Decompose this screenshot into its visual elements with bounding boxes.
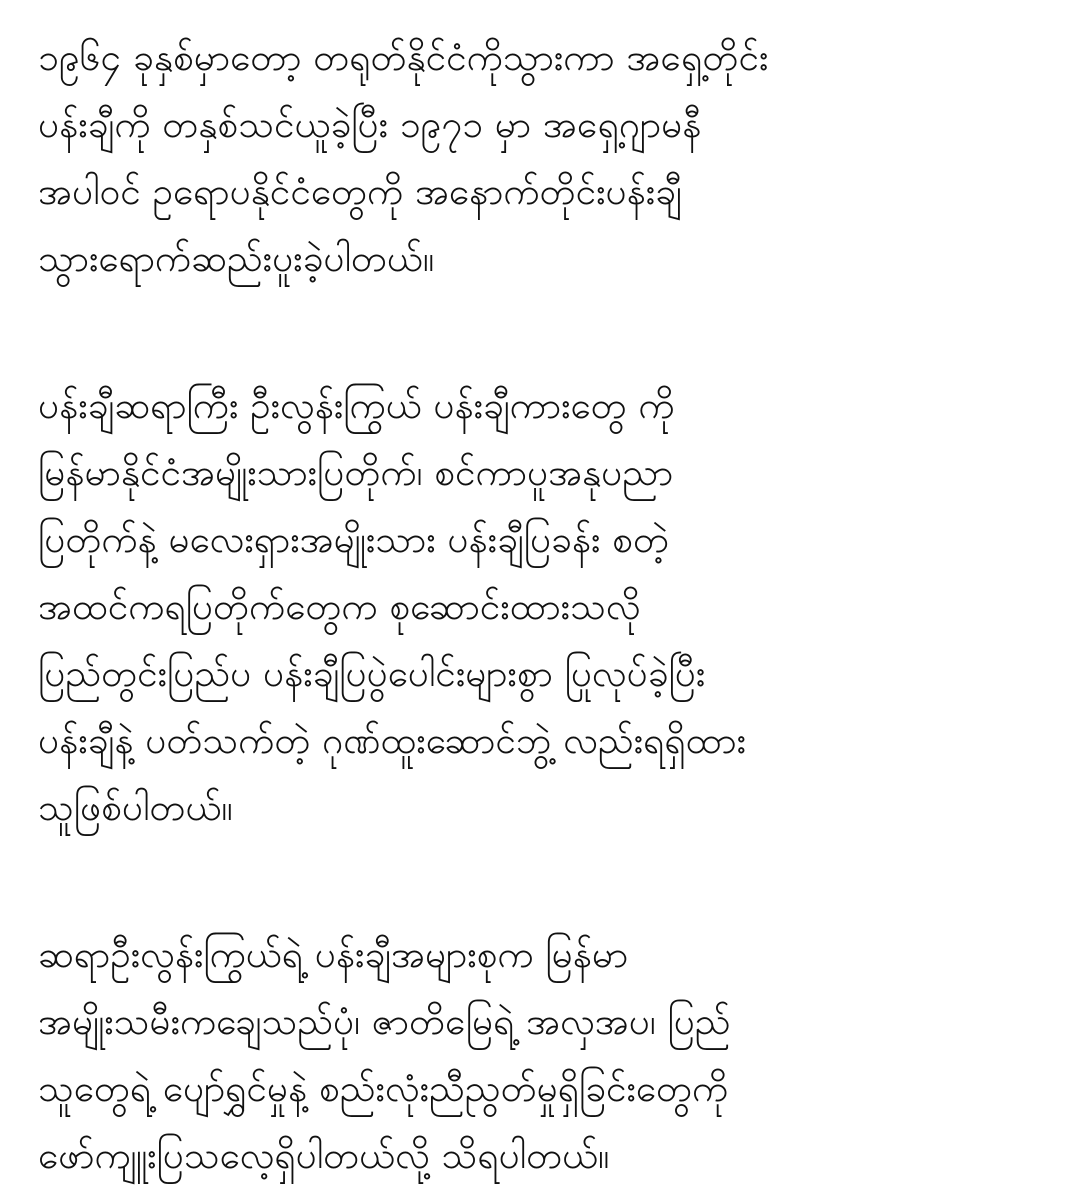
text-line: သူတွေရဲ့ ပျော်ရွှင်မှုနဲ့ စည်းလုံးညီညွတ်မှုရှိခြင်းတွေကို — [38, 1067, 729, 1110]
paragraph-3 — [38, 921, 1048, 1189]
paragraph-1 — [38, 24, 1048, 292]
text-line: ၁၉၆၄ ခုနှစ်မှာတော့ တရုတ်နိုင်ငံကိုသွားကာ အရှေ့တိုင်း — [38, 36, 769, 79]
text-line: ဆရာဦးလွန်းကြွယ်ရဲ့ ပန်းချီအများစုက မြန်မာ — [38, 933, 629, 976]
text-line: အမျိုးသမီးကချေသည်ပုံ၊ ဇာတိမြေရဲ့ အလှအပ၊ ပြည် — [38, 1000, 731, 1043]
text-line: မြန်မာနိုင်ငံအမျိုးသားပြတိုက်၊ စင်ကာပူအနုပညာ — [38, 451, 674, 494]
text-line: ပန်းချီနဲ့ ပတ်သက်တဲ့ ဂုဏ်ထူးဆောင်ဘွဲ့ လည်းရရှိထား — [38, 719, 746, 762]
paragraph-gap — [38, 292, 1048, 372]
text-line: သွားရောက်ဆည်းပူးခဲ့ပါတယ်။ — [38, 237, 435, 280]
text-line: ဖော်ကျူးပြသလေ့ရှိပါတယ်လို့ သိရပါတယ်။ — [38, 1134, 610, 1177]
text-line: ပန်းချီကို တနှစ်သင်ယူခဲ့ပြီး ၁၉၇၁ မှာ အရှေ့ဂျာမနီ — [38, 103, 702, 146]
text-line: အထင်ကရပြတိုက်တွေက စုဆောင်းထားသလို — [38, 585, 641, 628]
paragraph-gap — [38, 841, 1048, 921]
paragraph-2 — [38, 372, 1048, 841]
text-line: ပြည်တွင်းပြည်ပ ပန်းချီပြပွဲပေါင်းများစွာ ပြုလုပ်ခဲ့ပြီး — [38, 652, 706, 695]
article-text — [38, 24, 1048, 1177]
text-line: သူဖြစ်ပါတယ်။ — [38, 786, 233, 829]
text-line: အပါဝင် ဥရောပနိုင်ငံတွေကို အနောက်တိုင်းပန်းချီ — [38, 170, 682, 213]
text-line: ပန်းချီဆရာကြီး ဦးလွန်းကြွယ် ပန်းချီကားတွေ ကို — [38, 384, 675, 427]
text-line: ပြတိုက်နဲ့ မလေးရှားအမျိုးသား ပန်းချီပြခန်း စတဲ့ — [38, 518, 670, 561]
